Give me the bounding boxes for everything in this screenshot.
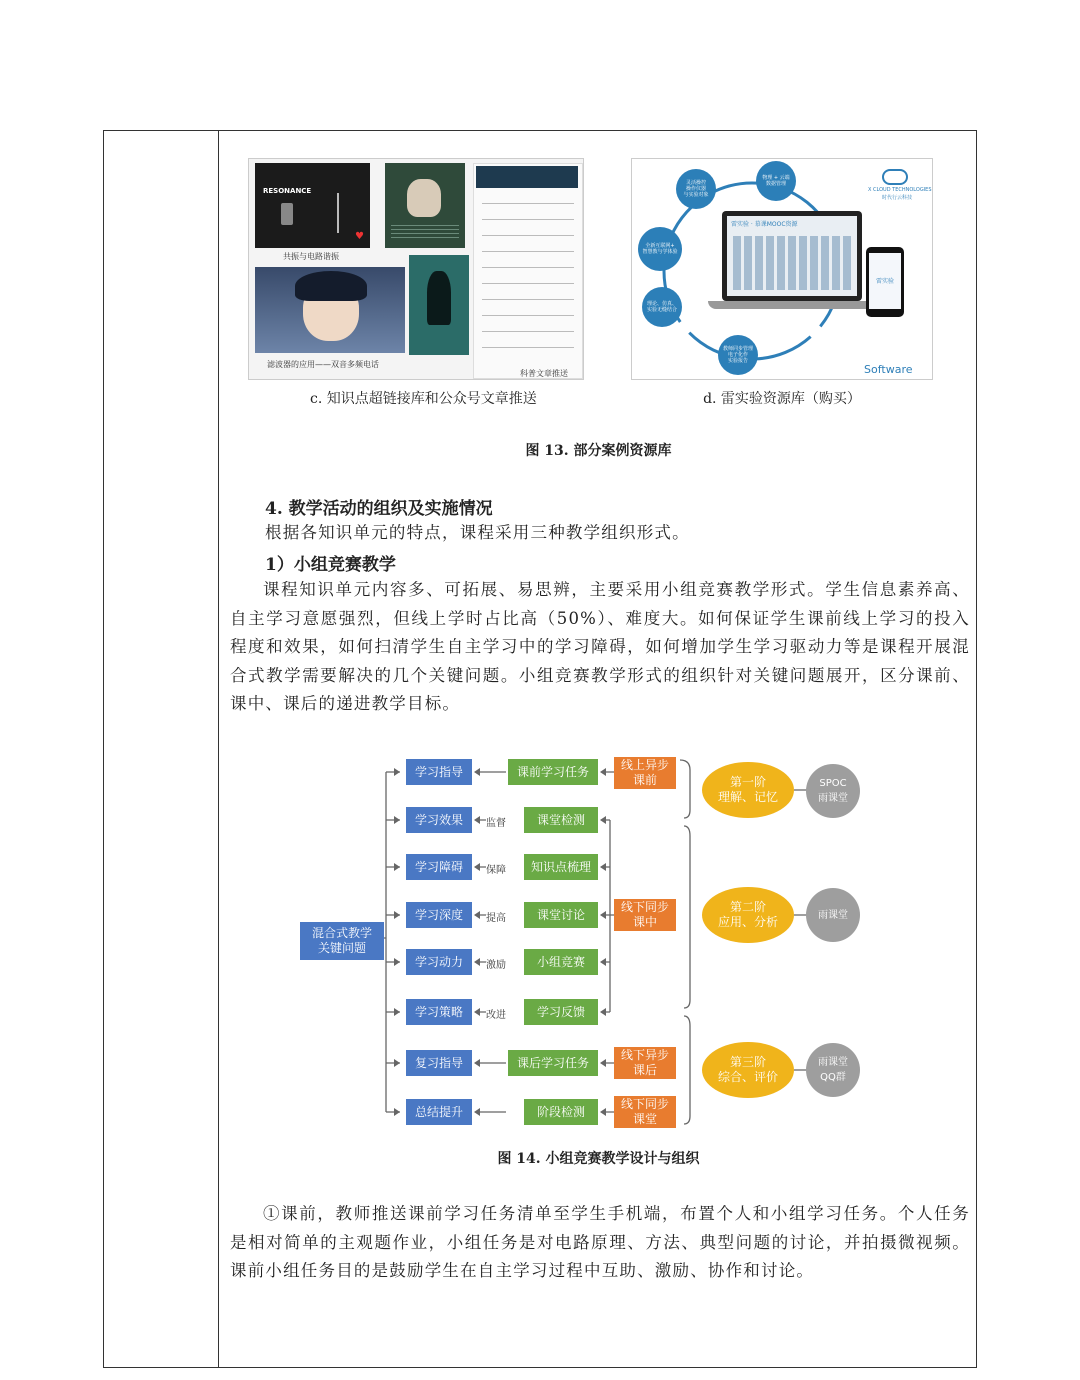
stage-node: 第二阶 应用、分析 bbox=[702, 887, 794, 943]
problem-node: 复习指导 bbox=[406, 1050, 472, 1076]
platform-node: SPOC 雨课堂 bbox=[806, 764, 860, 818]
bubble-2: 物理 + 云端 数据管理 bbox=[756, 161, 796, 201]
task-node: 小组竞赛 bbox=[524, 949, 598, 975]
brand-sub: 时代行云科技 bbox=[882, 195, 913, 201]
label-filter: 滤波器的应用——双音多频电话 bbox=[267, 360, 379, 369]
stage-node: 第一阶 理解、记忆 bbox=[702, 762, 794, 818]
phone-screen: 雷实验 bbox=[869, 253, 901, 309]
label-resonance: 共振与电路谐振 bbox=[283, 252, 339, 261]
platform-node: 雨课堂 QQ群 bbox=[806, 1043, 860, 1097]
edge-label: 改进 bbox=[486, 1006, 506, 1021]
edge-label: 监督 bbox=[486, 814, 506, 829]
figure13-left-caption: c. 知识点超链接库和公众号文章推送 bbox=[310, 391, 537, 407]
mode-node: 线下同步 课中 bbox=[614, 899, 676, 931]
bubble-1: 灵活操控 操作仪器 与实验对象 bbox=[676, 169, 716, 209]
task-node: 课前学习任务 bbox=[508, 759, 598, 785]
task-node: 课堂讨论 bbox=[524, 902, 598, 928]
figure14-title: 图 14. 小组竞赛教学设计与组织 bbox=[497, 1151, 700, 1167]
screen-title: 雷实验 · 慕课MOOC资源 bbox=[731, 221, 798, 228]
task-node: 知识点梳理 bbox=[524, 854, 598, 880]
platform-node: 雨课堂 bbox=[806, 888, 860, 942]
edge-label: 提高 bbox=[486, 909, 506, 924]
figure13-right-caption: d. 雷实验资源库（购买） bbox=[703, 391, 861, 407]
label-articles: 科普文章推送 bbox=[520, 369, 568, 378]
mode-node: 线下同步 课堂 bbox=[614, 1096, 676, 1128]
heart-icon: ♥ bbox=[355, 231, 364, 242]
paragraph-2: ①课前，教师推送课前学习任务清单至学生手机端，布置个人和小组学习任务。个人任务是相对简单的主观题作业，小组任务是对电路原理、方法、典型问题的讨论，并拍摄微视频。课前小组任务目的是鼓励学生在自主学习过程中互助、激励、协作和讨论。 bbox=[230, 1204, 970, 1280]
poster-text: RESONANCE bbox=[263, 187, 312, 195]
task-node: 学习反馈 bbox=[524, 999, 598, 1025]
problem-node: 学习效果 bbox=[406, 807, 472, 833]
edge-label: 激励 bbox=[486, 956, 506, 971]
problem-node: 学习策略 bbox=[406, 999, 472, 1025]
mode-node: 线下异步 课后 bbox=[614, 1047, 676, 1079]
mode-node: 线上异步 课前 bbox=[614, 757, 676, 789]
problem-node: 学习动力 bbox=[406, 949, 472, 975]
section-heading: 4. 教学活动的组织及实施情况 bbox=[265, 499, 493, 519]
brand-name: X CLOUD TECHNOLOGIES bbox=[868, 187, 932, 193]
bubble-5: 教师同步管理 电子化作 实验报告 bbox=[718, 335, 758, 375]
figure13-title: 图 13. 部分案例资源库 bbox=[525, 443, 672, 459]
software-label: Software bbox=[864, 363, 913, 376]
problem-node: 总结提升 bbox=[406, 1099, 472, 1125]
task-node: 课后学习任务 bbox=[508, 1050, 598, 1076]
stage-node: 第三阶 综合、评价 bbox=[702, 1042, 794, 1098]
section-intro: 根据各知识单元的特点，课程采用三种教学组织形式。 bbox=[265, 523, 690, 542]
bubble-3: 全新互联网+ 智慧教与学体验 bbox=[638, 227, 682, 271]
problem-node: 学习障碍 bbox=[406, 854, 472, 880]
task-node: 课堂检测 bbox=[524, 807, 598, 833]
edge-label: 保障 bbox=[486, 861, 506, 876]
bubble-4: 理论、仿真、 实验无缝结合 bbox=[642, 287, 682, 327]
sub-heading: 1）小组竞赛教学 bbox=[265, 555, 396, 575]
root-node: 混合式教学 关键问题 bbox=[300, 922, 384, 960]
task-node: 阶段检测 bbox=[524, 1099, 598, 1125]
problem-node: 学习指导 bbox=[406, 759, 472, 785]
problem-node: 学习深度 bbox=[406, 902, 472, 928]
paragraph-1: 课程知识单元内容多、可拓展、易思辨，主要采用小组竞赛教学形式。学生信息素养高、自主学习意愿强烈，但线上学时占比高（50%）、难度大。如何保证学生课前线上学习的投入程度和效果，如何扫清学生自主学习中的学习障碍，如何增加学生学习驱动力等是课程开展混合式教学需要解决的几个关键问题。小组竞赛教学形式的组织针对关键问题展开，区分课前、课中、课后的递进教学目标。 bbox=[230, 580, 970, 713]
